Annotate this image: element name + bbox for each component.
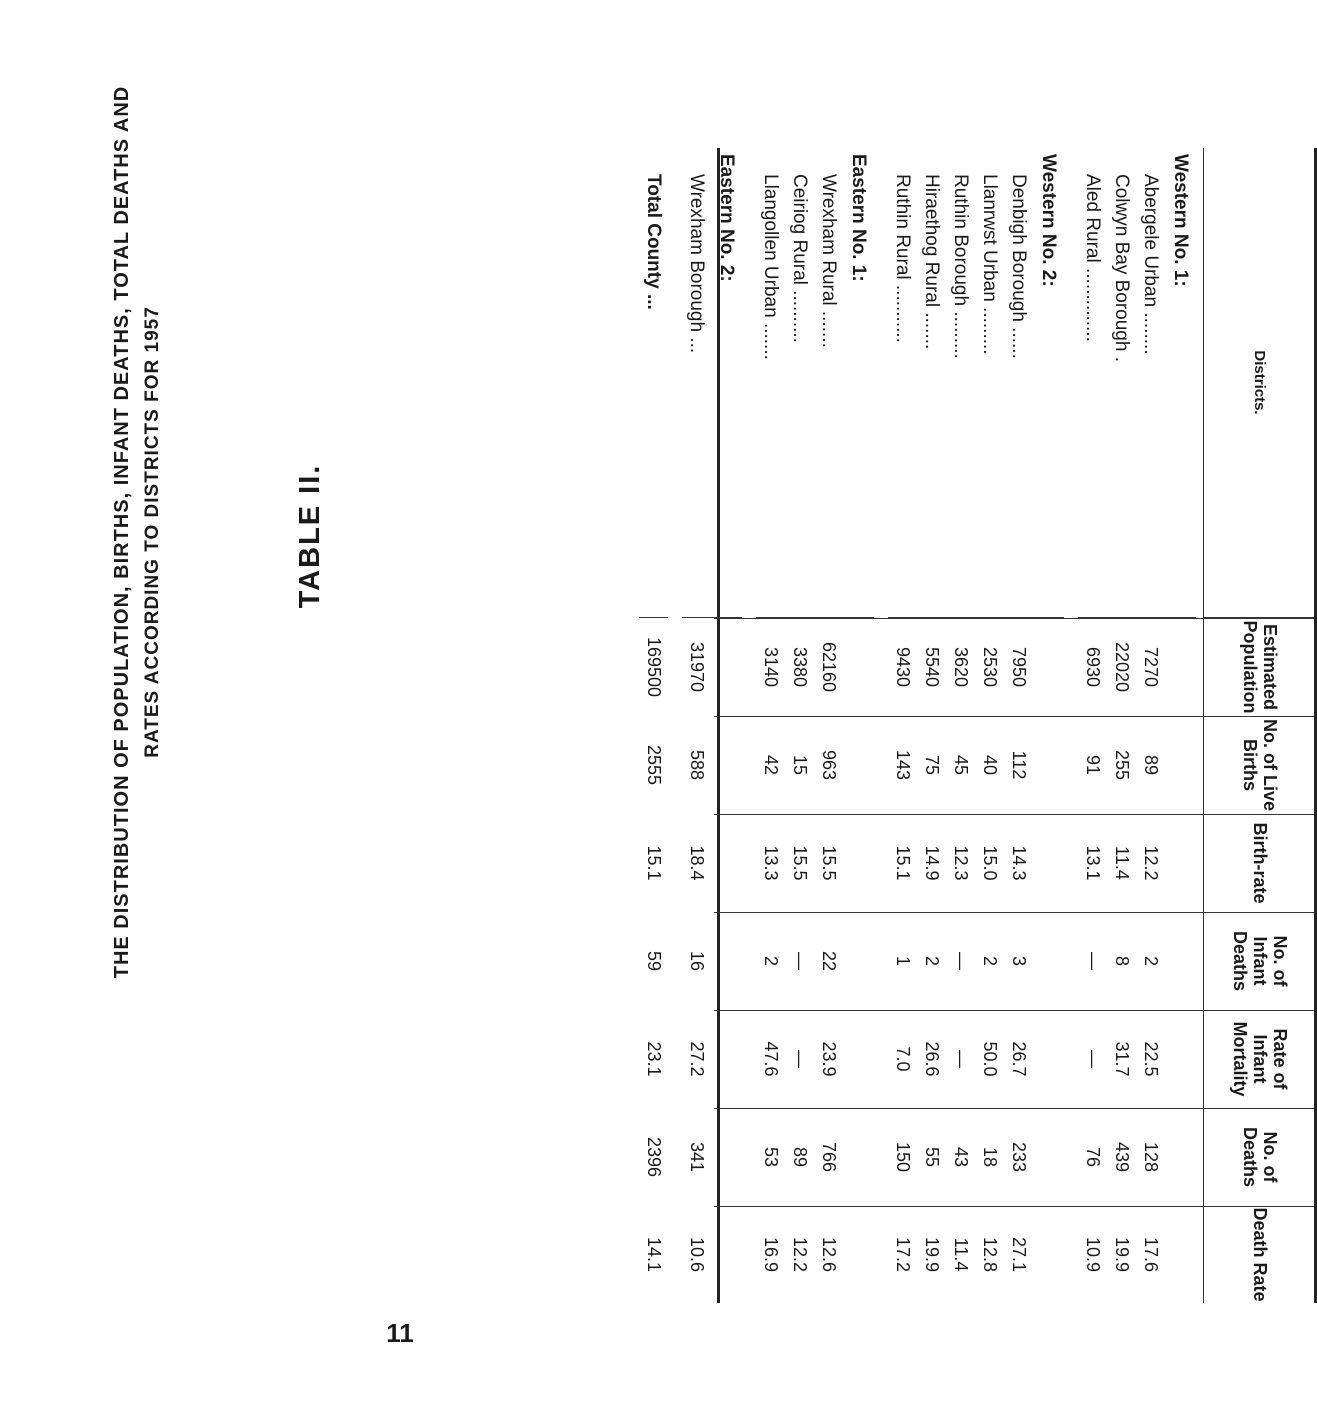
cell-birth-rate: 18.4 — [687, 845, 707, 881]
cell-deaths: 233 — [1009, 1141, 1029, 1173]
cell-death-rate: 16.9 — [761, 1236, 781, 1273]
header-numbers — [1204, 618, 1314, 1303]
cell-population: 3380 — [790, 646, 810, 688]
row-values — [639, 618, 668, 1303]
cell-infant-deaths: 16 — [687, 950, 707, 972]
table-subtitle: RATES ACCORDING TO DISTRICTS FOR 1957 — [142, 306, 163, 758]
table-row — [946, 148, 975, 1303]
cell-population: 5540 — [922, 646, 942, 688]
district-name: Colwyn Bay Borough . — [1107, 148, 1136, 618]
row-values — [917, 618, 946, 1303]
cell-death-rate: 12.8 — [980, 1236, 1000, 1273]
statistics-table — [643, 148, 1317, 1303]
cell-births: 89 — [1141, 754, 1161, 776]
cell-birth-rate: 12.2 — [1141, 845, 1161, 881]
table-label: TABLE II. — [294, 463, 326, 609]
header-birth-rate: Birth-rate — [1249, 822, 1270, 904]
cell-deaths: 43 — [951, 1146, 971, 1168]
cell-infant-mortality: 23.9 — [819, 1041, 839, 1077]
table-row — [814, 148, 843, 1303]
group-name: Eastern No. 2: — [711, 148, 742, 618]
cell-death-rate: 19.9 — [922, 1236, 942, 1273]
total-row — [639, 148, 668, 1303]
table-title: THE DISTRIBUTION OF POPULATION, BIRTHS, INFANT DEATHS, TOTAL DEATHS AND — [111, 85, 133, 979]
cell-population: 22020 — [1112, 641, 1132, 693]
district-name: Abergele Urban ........ — [1136, 148, 1165, 618]
cell-death-rate: 27.1 — [1009, 1236, 1029, 1273]
cell-infant-mortality: 26.6 — [922, 1041, 942, 1077]
group-heading-row — [711, 148, 742, 1303]
district-name: Ruthin Borough ......... — [946, 148, 975, 618]
cell-birth-rate: 13.1 — [1083, 845, 1103, 881]
cell-deaths: 18 — [980, 1146, 1000, 1168]
row-values — [946, 618, 975, 1303]
cell-births: 91 — [1083, 754, 1103, 776]
cell-death-rate: 11.4 — [951, 1237, 971, 1272]
row-values — [1033, 618, 1064, 1303]
page-number: 11 — [386, 1318, 414, 1348]
cell-infant-mortality: 7.0 — [893, 1046, 913, 1072]
cell-infant-deaths: 8 — [1112, 955, 1132, 966]
cell-population: 9430 — [893, 646, 913, 688]
cell-births: 75 — [922, 754, 942, 776]
cell-births: 15 — [790, 754, 810, 776]
cell-births: 963 — [819, 749, 839, 781]
table-row — [1004, 148, 1033, 1303]
row-values — [756, 618, 785, 1303]
row-values — [843, 618, 874, 1303]
table-row — [975, 148, 1004, 1303]
cell-infant-deaths: 2 — [980, 955, 1000, 966]
cell-infant-mortality: — — [790, 1050, 810, 1068]
district-name: Ceiriog Rural .......... — [785, 148, 814, 618]
group-name: Western No. 2: — [1033, 148, 1064, 618]
cell-infant-deaths: 1 — [893, 955, 913, 966]
cell-infant-deaths: 22 — [819, 950, 839, 972]
header-deaths: No. of Deaths — [1240, 1126, 1280, 1188]
district-name: Total County ... — [639, 148, 668, 618]
cell-infant-deaths: 2 — [761, 955, 781, 966]
cell-infant-deaths: 2 — [1141, 955, 1161, 966]
cell-death-rate: 17.2 — [893, 1236, 913, 1273]
cell-births: 45 — [951, 754, 971, 776]
cell-births: 143 — [893, 749, 913, 781]
cell-deaths: 150 — [893, 1141, 913, 1173]
cell-infant-mortality: — — [1083, 1050, 1103, 1068]
district-name: Wrexham Borough ... — [682, 148, 711, 618]
district-name: Ruthin Rural ........... — [888, 148, 917, 618]
cell-birth-rate: 14.9 — [922, 845, 942, 881]
cell-population: 62160 — [819, 641, 839, 693]
cell-deaths: 766 — [819, 1141, 839, 1173]
cell-infant-mortality: 47.6 — [761, 1041, 781, 1077]
cell-population: 6930 — [1083, 646, 1103, 688]
group-name: Western No. 1: — [1165, 148, 1196, 618]
table-row — [785, 148, 814, 1303]
cell-deaths: 55 — [922, 1146, 942, 1168]
row-values — [1107, 618, 1136, 1303]
cell-population: 7950 — [1009, 646, 1029, 688]
cell-infant-mortality: 50.0 — [980, 1041, 1000, 1077]
cell-infant-mortality: 26.7 — [1009, 1041, 1029, 1077]
cell-infant-mortality: 22.5 — [1141, 1041, 1161, 1077]
row-values — [1165, 618, 1196, 1303]
district-name: Hiraethog Rural ....... — [917, 148, 946, 618]
row-values — [1078, 618, 1107, 1303]
header-death-rate: Death Rate — [1249, 1207, 1270, 1302]
cell-infant-mortality: 23.1 — [644, 1041, 664, 1077]
cell-infant-deaths: 3 — [1009, 955, 1029, 966]
cell-death-rate: 19.9 — [1112, 1236, 1132, 1273]
cell-infant-deaths: 59 — [644, 950, 664, 972]
cell-population: 3620 — [951, 646, 971, 688]
header-districts: Districts. — [1204, 148, 1314, 618]
cell-deaths: 439 — [1112, 1141, 1132, 1173]
cell-population: 3140 — [761, 646, 781, 688]
cell-population: 31970 — [687, 641, 707, 693]
district-name: Aled Rural .............. — [1078, 148, 1107, 618]
cell-births: 40 — [980, 754, 1000, 776]
row-values — [785, 618, 814, 1303]
cell-births: 2555 — [644, 744, 664, 786]
cell-birth-rate: 15.5 — [790, 845, 810, 881]
table-row — [1078, 148, 1107, 1303]
table-row — [756, 148, 785, 1303]
cell-deaths: 341 — [687, 1141, 707, 1173]
header-births: No. of Live Births — [1240, 718, 1280, 811]
cell-infant-deaths: — — [1083, 952, 1103, 970]
cell-infant-deaths: — — [951, 952, 971, 970]
cell-death-rate: 12.2 — [790, 1236, 810, 1273]
cell-population: 7270 — [1141, 646, 1161, 688]
header-infant-deaths: No. of Infant Deaths — [1230, 930, 1290, 992]
row-values — [975, 618, 1004, 1303]
cell-deaths: 128 — [1141, 1141, 1161, 1173]
group-name: Eastern No. 1: — [843, 148, 874, 618]
cell-infant-mortality: 27.2 — [687, 1041, 707, 1077]
table-row — [682, 148, 711, 1303]
statistics-table-wrapper — [162, 148, 1290, 1303]
cell-infant-deaths: — — [790, 952, 810, 970]
table-row — [1136, 148, 1165, 1303]
group-heading-row — [1165, 148, 1196, 1303]
row-values — [814, 618, 843, 1303]
cell-birth-rate: 15.0 — [980, 845, 1000, 881]
district-name: Llangollen Urban ....... — [756, 148, 785, 618]
cell-deaths: 89 — [790, 1146, 810, 1168]
table-row — [917, 148, 946, 1303]
cell-infant-mortality: 31.7 — [1112, 1041, 1132, 1077]
cell-birth-rate: 13.3 — [761, 845, 781, 881]
cell-death-rate: 12.6 — [819, 1236, 839, 1273]
cell-death-rate: 10.6 — [687, 1236, 707, 1273]
table-header-row — [1204, 148, 1314, 1303]
cell-births: 255 — [1112, 749, 1132, 781]
table-row — [888, 148, 917, 1303]
cell-birth-rate: 15.1 — [644, 845, 664, 881]
header-infant-mortality: Rate of Infant Mortality — [1230, 1021, 1290, 1097]
cell-population: 169500 — [644, 636, 664, 698]
cell-birth-rate: 12.3 — [951, 845, 971, 881]
group-heading-row — [1033, 148, 1064, 1303]
row-values — [1136, 618, 1165, 1303]
header-population: Estimated Population — [1240, 620, 1280, 714]
district-name: Denbigh Borough ...... — [1004, 148, 1033, 618]
group-heading-row — [843, 148, 874, 1303]
row-values — [682, 618, 711, 1303]
row-values — [888, 618, 917, 1303]
cell-birth-rate: 14.3 — [1009, 845, 1029, 881]
cell-birth-rate: 15.1 — [893, 845, 913, 881]
row-values — [1004, 618, 1033, 1303]
table-row — [1107, 148, 1136, 1303]
cell-deaths: 76 — [1083, 1146, 1103, 1168]
row-values — [711, 618, 742, 1303]
district-name: Llanrwst Urban ......... — [975, 148, 1004, 618]
cell-deaths: 2396 — [644, 1136, 664, 1178]
cell-birth-rate: 11.4 — [1112, 846, 1132, 880]
cell-birth-rate: 15.5 — [819, 845, 839, 881]
cell-births: 112 — [1009, 750, 1029, 780]
cell-death-rate: 14.1 — [644, 1236, 664, 1273]
district-name: Wrexham Rural ....... — [814, 148, 843, 618]
cell-infant-mortality: — — [951, 1050, 971, 1068]
cell-death-rate: 17.6 — [1141, 1236, 1161, 1273]
cell-births: 588 — [687, 749, 707, 781]
cell-death-rate: 10.9 — [1083, 1236, 1103, 1273]
cell-population: 2530 — [980, 646, 1000, 688]
cell-deaths: 53 — [761, 1146, 781, 1168]
cell-births: 42 — [761, 754, 781, 776]
cell-infant-deaths: 2 — [922, 955, 942, 966]
